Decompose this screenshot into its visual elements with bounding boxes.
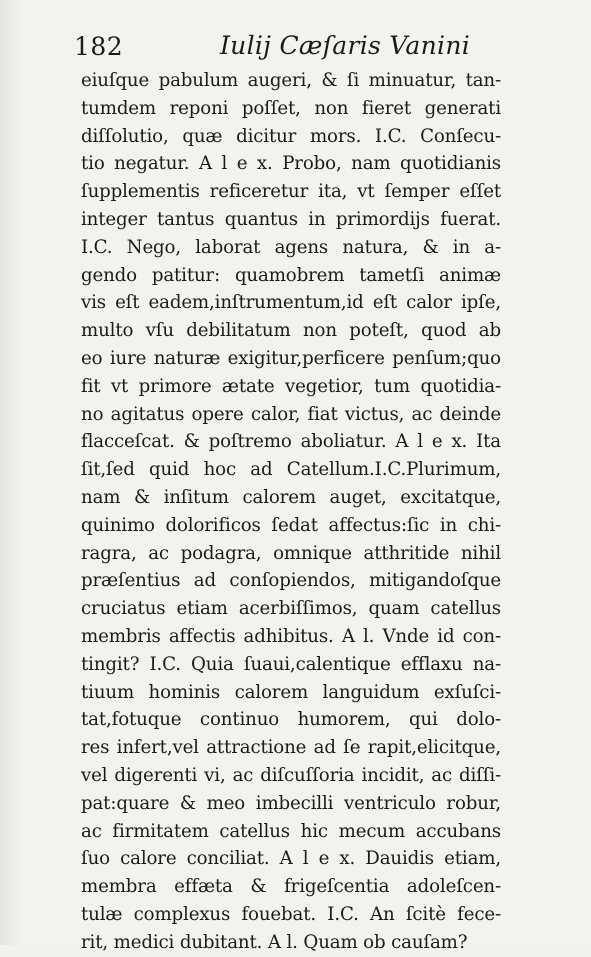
text-line: tiuum hominis calorem languidum exſuſci- (81, 681, 501, 703)
text-line: diſſolutio, quæ dicitur mors. I.C. Conſecu- (81, 125, 501, 147)
page-header (74, 26, 514, 70)
text-line: rit, medici dubitant. A l. Quam ob cauſam? (81, 931, 468, 953)
text-line: vis eſt eadem,inſtrumentum,id eſt calor ipſe, (81, 292, 501, 314)
text-line: membra effæta & frigeſcentia adoleſcen- (81, 876, 501, 898)
text-line: tulæ complexus fouebat. I.C. An ſcitè fece- (81, 903, 501, 925)
text-line: cruciatus etiam acerbiſſimos, quam catellus (81, 598, 501, 620)
page-number: 182 (74, 32, 124, 61)
text-line: fit vt primore ætate vegetior, tum quotidia- (81, 375, 501, 397)
text-line: res infert,vel attractione ad ſe rapit,elicitque, (81, 737, 501, 759)
text-line: I.C. Nego, laborat agens natura, & in a- (81, 236, 501, 258)
text-line: no agitatus opere calor, fiat victus, ac deinde (81, 403, 501, 425)
text-line: ac firmitatem catellus hic mecum accubans (81, 820, 501, 842)
text-line: ragra, ac podagra, omnique atthritide nihil (81, 542, 501, 564)
text-line: quinimo dolorificos ſedat affectus:ſic in chi- (81, 514, 501, 536)
text-line: membris affectis adhibitus. A l. Vnde id con- (81, 625, 501, 647)
text-line: ſupplementis reficeretur ita, vt ſemper eſſet (81, 181, 501, 203)
text-line: gendo patitur: quamobrem tametſi animæ (81, 264, 501, 286)
text-line: tio negatur. A l e x. Probo, nam quotidianis (81, 153, 501, 175)
text-line: eiuſque pabulum augeri, & ſi minuatur, tan- (81, 70, 501, 91)
text-line: eo iure naturæ exigitur,perficere penſum;quo (81, 347, 501, 369)
body-text (81, 67, 501, 957)
text-line: tat,fotuque continuo humorem, qui dolo- (81, 709, 501, 731)
running-title: Iulij Cæſaris Vanini (220, 31, 471, 60)
text-line: flacceſcat. & poſtremo aboliatur. A l e x. Ita (81, 431, 501, 453)
text-line: vel digerenti vi, ac diſcuſſoria incidit, ac diſſi- (81, 764, 501, 786)
text-line: integer tantus quantus in primordijs fuerat. (81, 208, 501, 230)
text-line: præſentius ad conſopiendos, mitigandoſque (81, 570, 501, 592)
text-line: multo vſu debilitatum non poteſt, quod ab (81, 320, 501, 342)
text-line: pat:quare & meo imbecilli ventriculo robur, (81, 792, 501, 814)
gutter-shadow (0, 0, 20, 945)
text-line: tingit? I.C. Quia ſuaui,calentique efflaxu na- (81, 653, 501, 675)
text-line: tumdem reponi poſſet, non fieret generati (81, 97, 501, 119)
text-line: nam & inſitum calorem auget, excitatque, (81, 486, 501, 508)
text-line: ſuo calore conciliat. A l e x. Dauidis etiam, (81, 848, 501, 870)
text-line: ſit,ſed quid hoc ad Catellum.I.C.Plurimum, (81, 459, 501, 481)
